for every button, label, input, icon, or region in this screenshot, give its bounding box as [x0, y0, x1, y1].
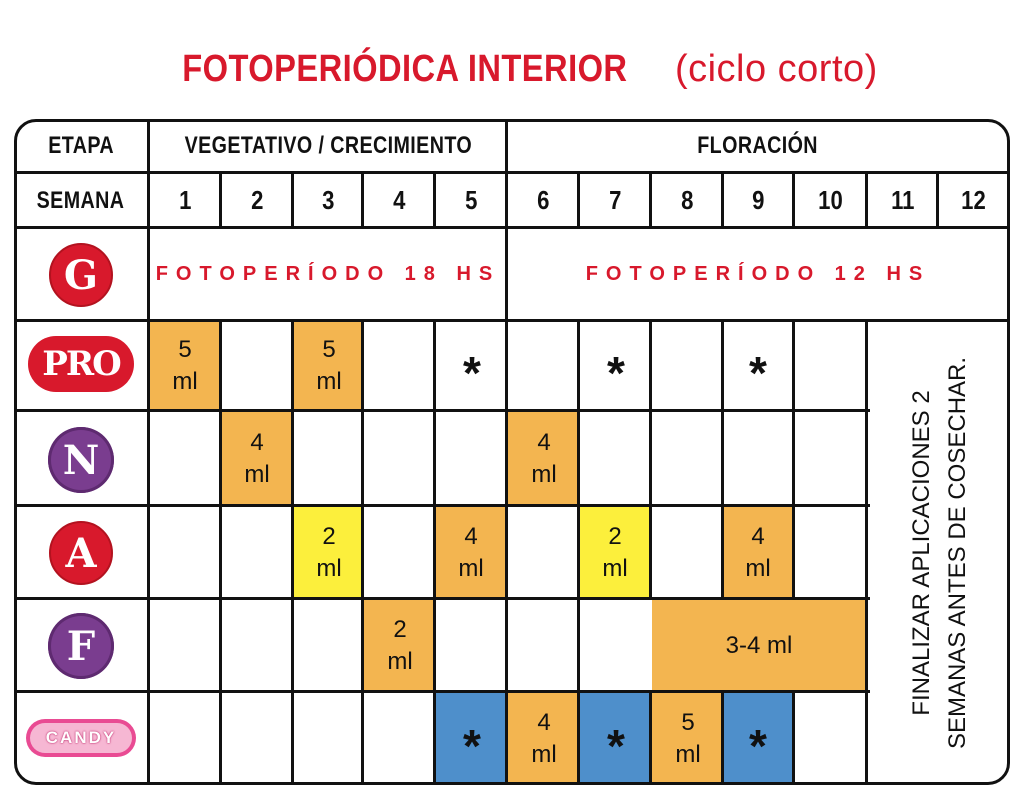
dose-pro-week3: 5 ml — [294, 322, 364, 410]
week-4: 4 — [392, 185, 406, 215]
week-1: 1 — [178, 185, 192, 215]
grid-line — [14, 597, 870, 600]
dose-candy-week8: 5 ml — [652, 693, 724, 784]
dose-candy-week5: * — [436, 693, 508, 784]
photoperiod-veg: FOTOPERÍODO 18 HS — [155, 263, 501, 285]
product-f-icon: F — [48, 613, 114, 679]
grid-line — [792, 319, 795, 600]
page-title — [0, 48, 1024, 91]
dose-pro-week7: * — [607, 347, 625, 399]
header-floracion: FLORACIÓN — [697, 132, 819, 159]
title-bold: FOTOPERIÓDICA INTERIOR — [182, 48, 628, 90]
candy-label: CANDY — [45, 728, 117, 747]
dose-candy-week7: * — [580, 693, 652, 784]
week-10: 10 — [818, 185, 843, 215]
dose-pro-week5: * — [463, 347, 481, 399]
dose-f-week4: 2 ml — [364, 600, 436, 691]
grid-line — [865, 319, 868, 785]
week-5: 5 — [464, 185, 478, 215]
grid-line — [721, 690, 724, 785]
dose-a-week3: 2 ml — [294, 507, 364, 598]
product-n-icon: N — [48, 427, 114, 493]
harvest-note-line2: SEMANAS ANTES DE COSECHAR. — [944, 356, 971, 750]
grid-line — [792, 690, 795, 785]
grid-line — [291, 319, 294, 785]
week-2: 2 — [250, 185, 264, 215]
grid-line — [433, 319, 436, 785]
grid-line — [14, 409, 870, 412]
dose-n-week2: 4 ml — [222, 412, 292, 505]
product-g-icon: G — [49, 243, 113, 307]
dose-f-weeks-8-10: 3-4 ml — [652, 600, 866, 691]
harvest-note-line1: FINALIZAR APLICACIONES 2 — [908, 390, 935, 716]
grid-line — [219, 319, 222, 785]
week-6: 6 — [536, 185, 550, 215]
dose-a-week9: 4 ml — [722, 507, 794, 598]
header-semana: SEMANA — [37, 186, 125, 214]
grid-line — [577, 319, 580, 785]
grid-line — [14, 690, 870, 693]
product-a-icon: A — [49, 521, 113, 585]
grid-line — [649, 319, 652, 600]
header-vegetativo: VEGETATIVO / CRECIMIENTO — [184, 132, 472, 159]
dose-a-week7: 2 ml — [580, 507, 650, 598]
week-12: 12 — [961, 185, 986, 215]
dose-pro-week1: 5 ml — [150, 322, 220, 410]
grid-line — [721, 319, 724, 600]
week-9: 9 — [752, 185, 765, 215]
dose-candy-week9: * — [722, 693, 794, 784]
dose-n-week6: 4 ml — [508, 412, 580, 505]
grid-line — [361, 319, 364, 785]
week-3: 3 — [321, 185, 335, 215]
week-7: 7 — [608, 185, 622, 215]
grid-line — [14, 504, 870, 507]
dose-pro-week9: * — [749, 347, 767, 399]
grid-line — [649, 690, 652, 785]
harvest-note — [870, 322, 1010, 784]
week-8: 8 — [680, 185, 694, 215]
photoperiod-flower: FOTOPERÍODO 12 HS — [585, 263, 931, 285]
product-pro-icon: PRO — [28, 336, 134, 392]
title-light: (ciclo corto) — [674, 48, 878, 90]
header-etapa: ETAPA — [48, 132, 114, 159]
dose-a-week5: 4 ml — [436, 507, 506, 598]
week-11: 11 — [890, 185, 915, 215]
product-candy-icon — [26, 719, 136, 757]
dose-candy-week6: 4 ml — [508, 693, 580, 784]
